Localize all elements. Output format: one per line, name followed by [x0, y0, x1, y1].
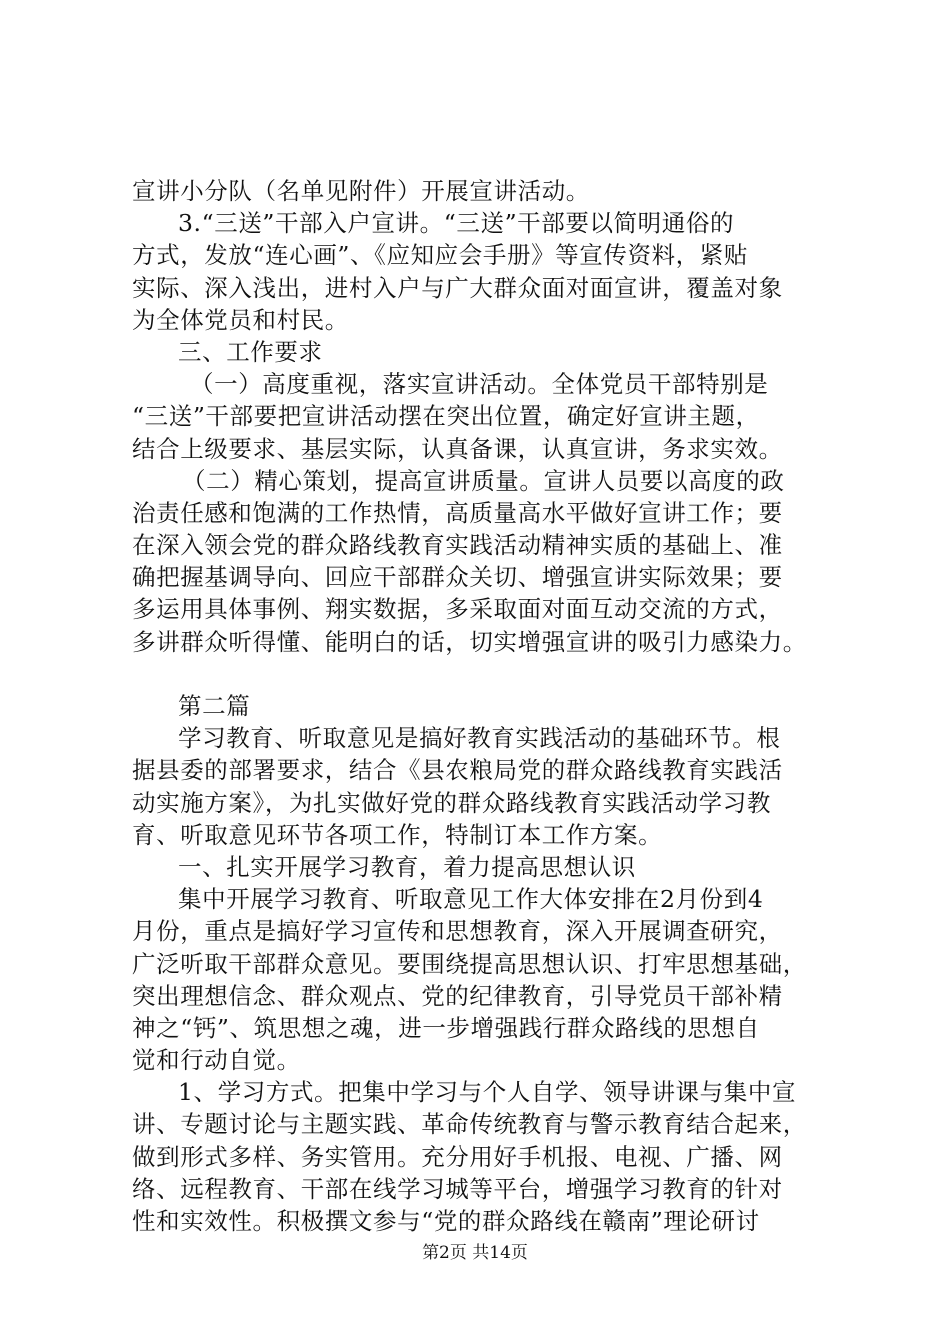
paragraph-line: 3.“三送”干部入户宣讲。“三送”干部要以简明通俗的	[178, 209, 735, 238]
section-heading: 一、扎实开展学习教育，着力提高思想认识	[178, 852, 636, 881]
paragraph-line: 觉和行动自觉。	[132, 1046, 301, 1075]
section-title: 第二篇	[178, 692, 251, 720]
paragraph-line: “三送”干部要把宣讲活动摆在突出位置，确定好宣讲主题，	[132, 402, 760, 431]
paragraph-line: 络、远程教育、干部在线学习城等平台，增强学习教育的针对	[132, 1174, 783, 1203]
paragraph-line: 1、学习方式。把集中学习与个人自学、领导讲课与集中宣	[178, 1078, 797, 1107]
paragraph-line: 方式，发放“连心画”、《应知应会手册》等宣传资料，紧贴	[132, 241, 748, 270]
document-body	[132, 175, 852, 1237]
paragraph-line: 实际、深入浅出，进村入户与广大群众面对面宣讲，覆盖对象	[132, 273, 783, 302]
paragraph-line: 广泛听取干部群众意见。要围绕提高思想认识、打牢思想基础，	[132, 949, 807, 978]
paragraph-line: 育、听取意见环节各项工作，特制订本工作方案。	[132, 820, 663, 849]
paragraph-line: 为全体党员和村民。	[132, 305, 349, 334]
paragraph-line: 宣讲小分队（名单见附件）开展宣讲活动。	[132, 177, 590, 205]
paragraph-line: 集中开展学习教育、听取意见工作大体安排在2月份到4	[178, 885, 764, 914]
paragraph-line: 确把握基调导向、回应干部群众关切、增强宣讲实际效果；要	[132, 563, 783, 592]
paragraph-line: （二）精心策划，提高宣讲质量。宣讲人员要以高度的政	[182, 466, 785, 495]
paragraph-line: 在深入领会党的群众路线教育实践活动精神实质的基础上、准	[132, 531, 783, 560]
paragraph-line: 神之“钙”、筑思想之魂，进一步增强践行群众路线的思想自	[132, 1013, 760, 1042]
paragraph-line: （一）高度重视，落实宣讲活动。全体党员干部特别是	[190, 370, 769, 399]
paragraph-line: 结合上级要求、基层实际，认真备课，认真宣讲，务求实效。	[132, 434, 783, 463]
section-heading: 三、工作要求	[178, 337, 323, 366]
paragraph-line: 月份，重点是搞好学习宣传和思想教育，深入开展调查研究，	[132, 917, 783, 946]
blank-line	[132, 658, 852, 690]
paragraph-line: 多运用具体事例、翔实数据，多采取面对面互动交流的方式，	[132, 595, 783, 624]
paragraph-line: 性和实效性。积极撰文参与“党的群众路线在赣南”理论研讨	[132, 1207, 760, 1235]
paragraph-line: 据县委的部署要求，结合《县农粮局党的群众路线教育实践活	[132, 756, 783, 785]
paragraph-line: 动实施方案》，为扎实做好党的群众路线教育实践活动学习教	[132, 788, 771, 817]
paragraph-line: 突出理想信念、群众观点、党的纪律教育，引导党员干部补精	[132, 981, 783, 1010]
page-number-footer: 第2页 共14页	[422, 1243, 528, 1263]
paragraph-line: 治责任感和饱满的工作热情，高质量高水平做好宣讲工作；要	[132, 498, 783, 527]
paragraph-line: 讲、专题讨论与主题实践、革命传统教育与警示教育结合起来，	[132, 1110, 807, 1139]
paragraph-line: 多讲群众听得懂、能明白的话，切实增强宣讲的吸引力感染力。	[132, 627, 807, 656]
paragraph-line: 做到形式多样、务实管用。充分用好手机报、电视、广播、网	[132, 1142, 783, 1171]
paragraph-line: 学习教育、听取意见是搞好教育实践活动的基础环节。根	[178, 724, 781, 753]
